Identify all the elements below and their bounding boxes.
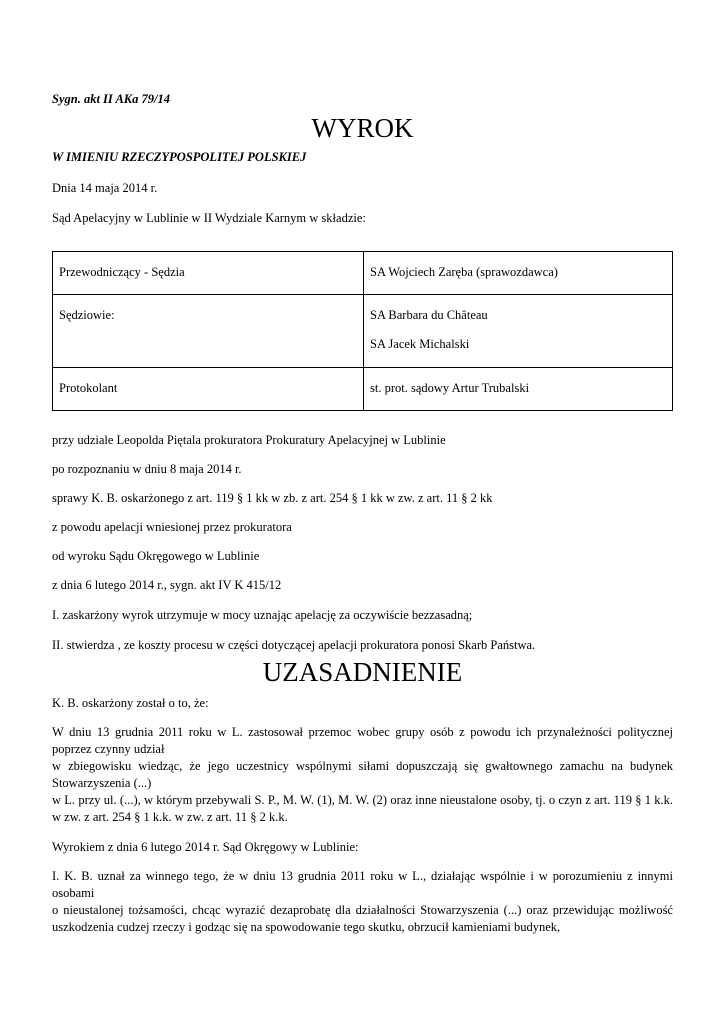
table-row	[53, 368, 673, 411]
body-line: przy udziale Leopolda Piętala prokuratora Prokuratury Apelacyjnej w Lublinie	[52, 433, 446, 447]
panel-names-cell: st. prot. sądowy Artur Trubalski	[364, 368, 673, 411]
justification-title: UZASADNIENIE	[262, 657, 463, 687]
panel-role-cell: Protokolant	[53, 368, 364, 411]
case-reference: Sygn. akt II AKa 79/14	[52, 92, 170, 106]
verdict-intro: Wyrokiem z dnia 6 lutego 2014 r. Sąd Okręgowy w Lublinie:	[52, 840, 359, 854]
verdict-paragraph: I. K. B. uznał za winnego tego, że w dniu 13 grudnia 2011 roku w L., działając wspólnie i w porozumieniu z innymi osobami o nieustalonej tożsamości, chcąc wyrazić dezaprobatę dla działalności Stowarzyszenia (...) oraz przewidując możliwość uszkodzenia cudzej rzeczy i godząc się na spowodowanie tego skutku, obrzucił kamieniami budynek,	[52, 869, 673, 934]
verdict-point-1: I. zaskarżony wyrok utrzymuje w mocy uznając apelację za oczywiście bezzasadną;	[52, 608, 473, 622]
court-panel-table	[52, 251, 673, 411]
panel-role-cell: Sędziowie:	[53, 295, 364, 368]
table-row	[53, 252, 673, 295]
panel-names-cell: SA Barbara du Château SA Jacek Michalski	[364, 295, 673, 368]
body-line: sprawy K. B. oskarżonego z art. 119 § 1 kk w zb. z art. 254 § 1 kk w zw. z art. 11 § 2 kk	[52, 491, 493, 505]
charge-paragraph: W dniu 13 grudnia 2011 roku w L. zastosował przemoc wobec grupy osób z powodu ich przynależności politycznej poprzez czynny udział w zbiegowisku wiedząc, że jego uczestnicy wspólnymi siłami dopuszczają się gwałtownego zamachu na budynek Stowarzyszenia (...) w L. przy ul. (...), w którym przebywali S. P., M. W. (1), M. W. (2) oraz inne nieustalone osoby, tj. o czyn z art. 119 § 1 k.k. w zw. z art. 254 § 1 k.k. w zw. z art. 11 § 2 k.k.	[52, 725, 673, 824]
body-line: po rozpoznaniu w dniu 8 maja 2014 r.	[52, 462, 242, 476]
document-title: WYROK	[311, 113, 414, 143]
document-subtitle: W IMIENIU RZECZYPOSPOLITEJ POLSKIEJ	[52, 150, 307, 164]
date-line: Dnia 14 maja 2014 r.	[52, 181, 158, 195]
panel-role-cell: Przewodniczący - Sędzia	[53, 252, 364, 295]
verdict-point-2: II. stwierdza , ze koszty procesu w części dotyczącej apelacji prokuratora ponosi Skarb Państwa.	[52, 638, 536, 652]
justification-intro: K. B. oskarżony został o to, że:	[52, 696, 209, 710]
table-row	[53, 295, 673, 368]
body-line: od wyroku Sądu Okręgowego w Lublinie	[52, 549, 260, 563]
body-line: z powodu apelacji wniesionej przez prokuratora	[52, 520, 292, 534]
body-line: z dnia 6 lutego 2014 r., sygn. akt IV K 415/12	[52, 578, 282, 592]
court-line: Sąd Apelacyjny w Lublinie w II Wydziale Karnym w składzie:	[52, 211, 366, 225]
panel-names-cell: SA Wojciech Zaręba (sprawozdawca)	[364, 252, 673, 295]
